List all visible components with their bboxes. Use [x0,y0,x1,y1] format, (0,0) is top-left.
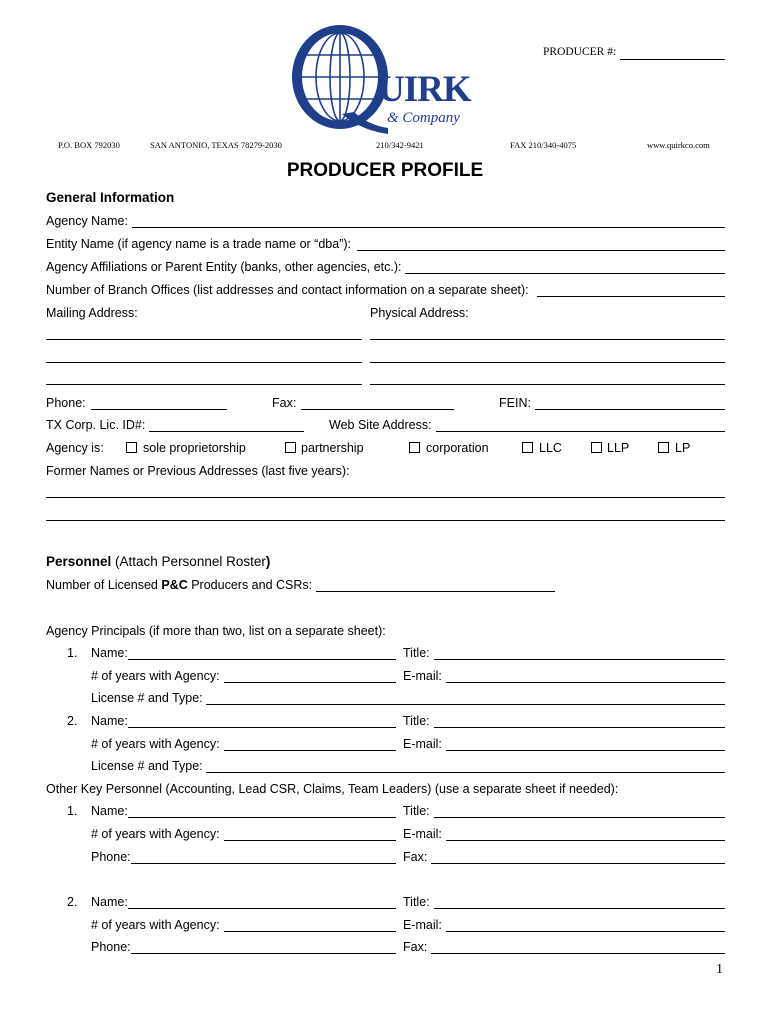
former-names-label: Former Names or Previous Addresses (last five years): [46,464,350,478]
llp-checkbox[interactable] [591,442,602,453]
partnership-checkbox[interactable] [285,442,296,453]
physical-address-line-2[interactable] [370,362,725,363]
affiliations-field[interactable] [405,260,725,274]
key-2-email-label: E-mail: [403,918,442,932]
key-1-years-label: # of years with Agency: [91,827,220,841]
personnel-heading-close: ) [265,554,271,569]
entity-name-label: Entity Name (if agency name is a trade name or “dba”): [46,237,351,251]
key-1-title-field[interactable] [434,804,725,818]
key-1-email-label: E-mail: [403,827,442,841]
key-2-title-field[interactable] [434,895,725,909]
company-website: www.quirkco.com [647,140,710,150]
mailing-address-line-1[interactable] [46,339,362,340]
producer-number-field[interactable] [620,46,725,60]
principal-1-license-field[interactable] [206,691,725,705]
agency-principals-label: Agency Principals (if more than two, list on a separate sheet): [46,624,386,638]
quirk-logo [290,22,480,140]
principal-1-years-field[interactable] [224,669,396,683]
key-1-fax-field[interactable] [431,850,725,864]
principal-2-title-label: Title: [403,714,430,728]
lp-label: LP [675,441,691,455]
principal-1-name-field[interactable] [128,646,396,660]
tx-lic-field[interactable] [149,418,304,432]
principal-2-name-field[interactable] [128,714,396,728]
producer-number-label: PRODUCER #: [543,46,617,58]
principal-2-years-label: # of years with Agency: [91,737,220,751]
corporation-checkbox[interactable] [409,442,420,453]
branch-offices-field[interactable] [537,283,725,297]
company-fax: FAX 210/340-4075 [510,140,577,150]
other-key-personnel-label: Other Key Personnel (Accounting, Lead CSR, Claims, Team Leaders) (use a separate sheet if needed): [46,782,619,796]
principal-1-license-label: License # and Type: [91,691,203,705]
partnership-label: partnership [301,441,364,455]
logo-wordmark: UIRK [378,69,471,110]
key-2-phone-field[interactable] [131,940,396,954]
llc-label: LLC [539,441,562,455]
agency-name-field[interactable] [132,214,725,228]
principal-2-email-field[interactable] [446,737,725,751]
entity-name-field[interactable] [357,237,725,251]
tx-lic-label: TX Corp. Lic. ID#: [46,418,146,432]
general-information-heading: General Information [46,190,175,205]
phone-field[interactable] [91,396,227,410]
personnel-heading-note: (Attach Personnel Roster [111,554,266,569]
llp-label: LLP [607,441,630,455]
fax-label: Fax: [272,396,297,410]
licensed-producers-post: Producers and CSRs: [187,578,313,592]
licensed-producers-field[interactable] [316,578,555,592]
key-2-name-label: Name: [91,895,128,909]
globe-q-icon [290,22,390,140]
key-1-fax-label: Fax: [403,850,428,864]
former-names-line-2[interactable] [46,520,725,521]
key-1-number: 1. [67,804,78,818]
key-2-email-field[interactable] [446,918,725,932]
lp-checkbox[interactable] [658,442,669,453]
principal-1-number: 1. [67,646,78,660]
licensed-producers-label [46,578,312,592]
key-1-name-field[interactable] [128,804,396,818]
key-1-phone-field[interactable] [131,850,396,864]
company-phone: 210/342-9421 [376,140,424,150]
principal-2-number: 2. [67,714,78,728]
key-2-fax-field[interactable] [431,940,725,954]
principal-1-name-label: Name: [91,646,128,660]
key-1-name-label: Name: [91,804,128,818]
principal-1-email-field[interactable] [446,669,725,683]
fein-field[interactable] [535,396,725,410]
principal-1-title-field[interactable] [434,646,725,660]
fein-label: FEIN: [499,396,531,410]
sole-proprietorship-checkbox[interactable] [126,442,137,453]
mailing-address-label: Mailing Address: [46,306,138,320]
principal-2-email-label: E-mail: [403,737,442,751]
sole-proprietorship-label: sole proprietorship [143,441,246,455]
website-label: Web Site Address: [329,418,432,432]
branch-offices-label: Number of Branch Offices (list addresses and contact information on a separate sheet): [46,283,529,297]
key-1-phone-label: Phone: [91,850,131,864]
key-2-phone-label: Phone: [91,940,131,954]
principal-1-years-label: # of years with Agency: [91,669,220,683]
principal-2-license-field[interactable] [206,759,725,773]
principal-2-title-field[interactable] [434,714,725,728]
page-title: PRODUCER PROFILE [286,160,484,181]
personnel-heading [46,554,270,569]
po-box: P.O. BOX 792030 [58,140,120,150]
website-field[interactable] [436,418,725,432]
principal-2-license-label: License # and Type: [91,759,203,773]
corporation-label: corporation [426,441,489,455]
physical-address-line-3[interactable] [370,384,725,385]
key-2-fax-label: Fax: [403,940,428,954]
mailing-address-line-3[interactable] [46,384,362,385]
principal-1-title-label: Title: [403,646,430,660]
llc-checkbox[interactable] [522,442,533,453]
key-2-years-label: # of years with Agency: [91,918,220,932]
key-2-name-field[interactable] [128,895,396,909]
licensed-producers-pre: Number of Licensed [46,578,162,592]
key-1-email-field[interactable] [446,827,725,841]
agency-is-label: Agency is: [46,441,104,455]
affiliations-label: Agency Affiliations or Parent Entity (banks, other agencies, etc.): [46,260,402,274]
key-2-title-label: Title: [403,895,430,909]
key-1-years-field[interactable] [224,827,396,841]
mailing-address-line-2[interactable] [46,362,362,363]
fax-field[interactable] [301,396,454,410]
principal-2-years-field[interactable] [224,737,396,751]
personnel-heading-text: Personnel [46,554,112,569]
phone-label: Phone: [46,396,86,410]
key-1-title-label: Title: [403,804,430,818]
physical-address-line-1[interactable] [370,339,725,340]
city-state-zip: SAN ANTONIO, TEXAS 78279-2030 [150,140,282,150]
principal-2-name-label: Name: [91,714,128,728]
key-2-number: 2. [67,895,78,909]
principal-1-email-label: E-mail: [403,669,442,683]
licensed-producers-bold: P&C [161,578,188,592]
physical-address-label: Physical Address: [370,306,469,320]
page-number: 1 [716,962,723,977]
former-names-line-1[interactable] [46,497,725,498]
key-2-years-field[interactable] [224,918,396,932]
agency-name-label: Agency Name: [46,214,128,228]
logo-company-text: & Company [387,110,460,126]
